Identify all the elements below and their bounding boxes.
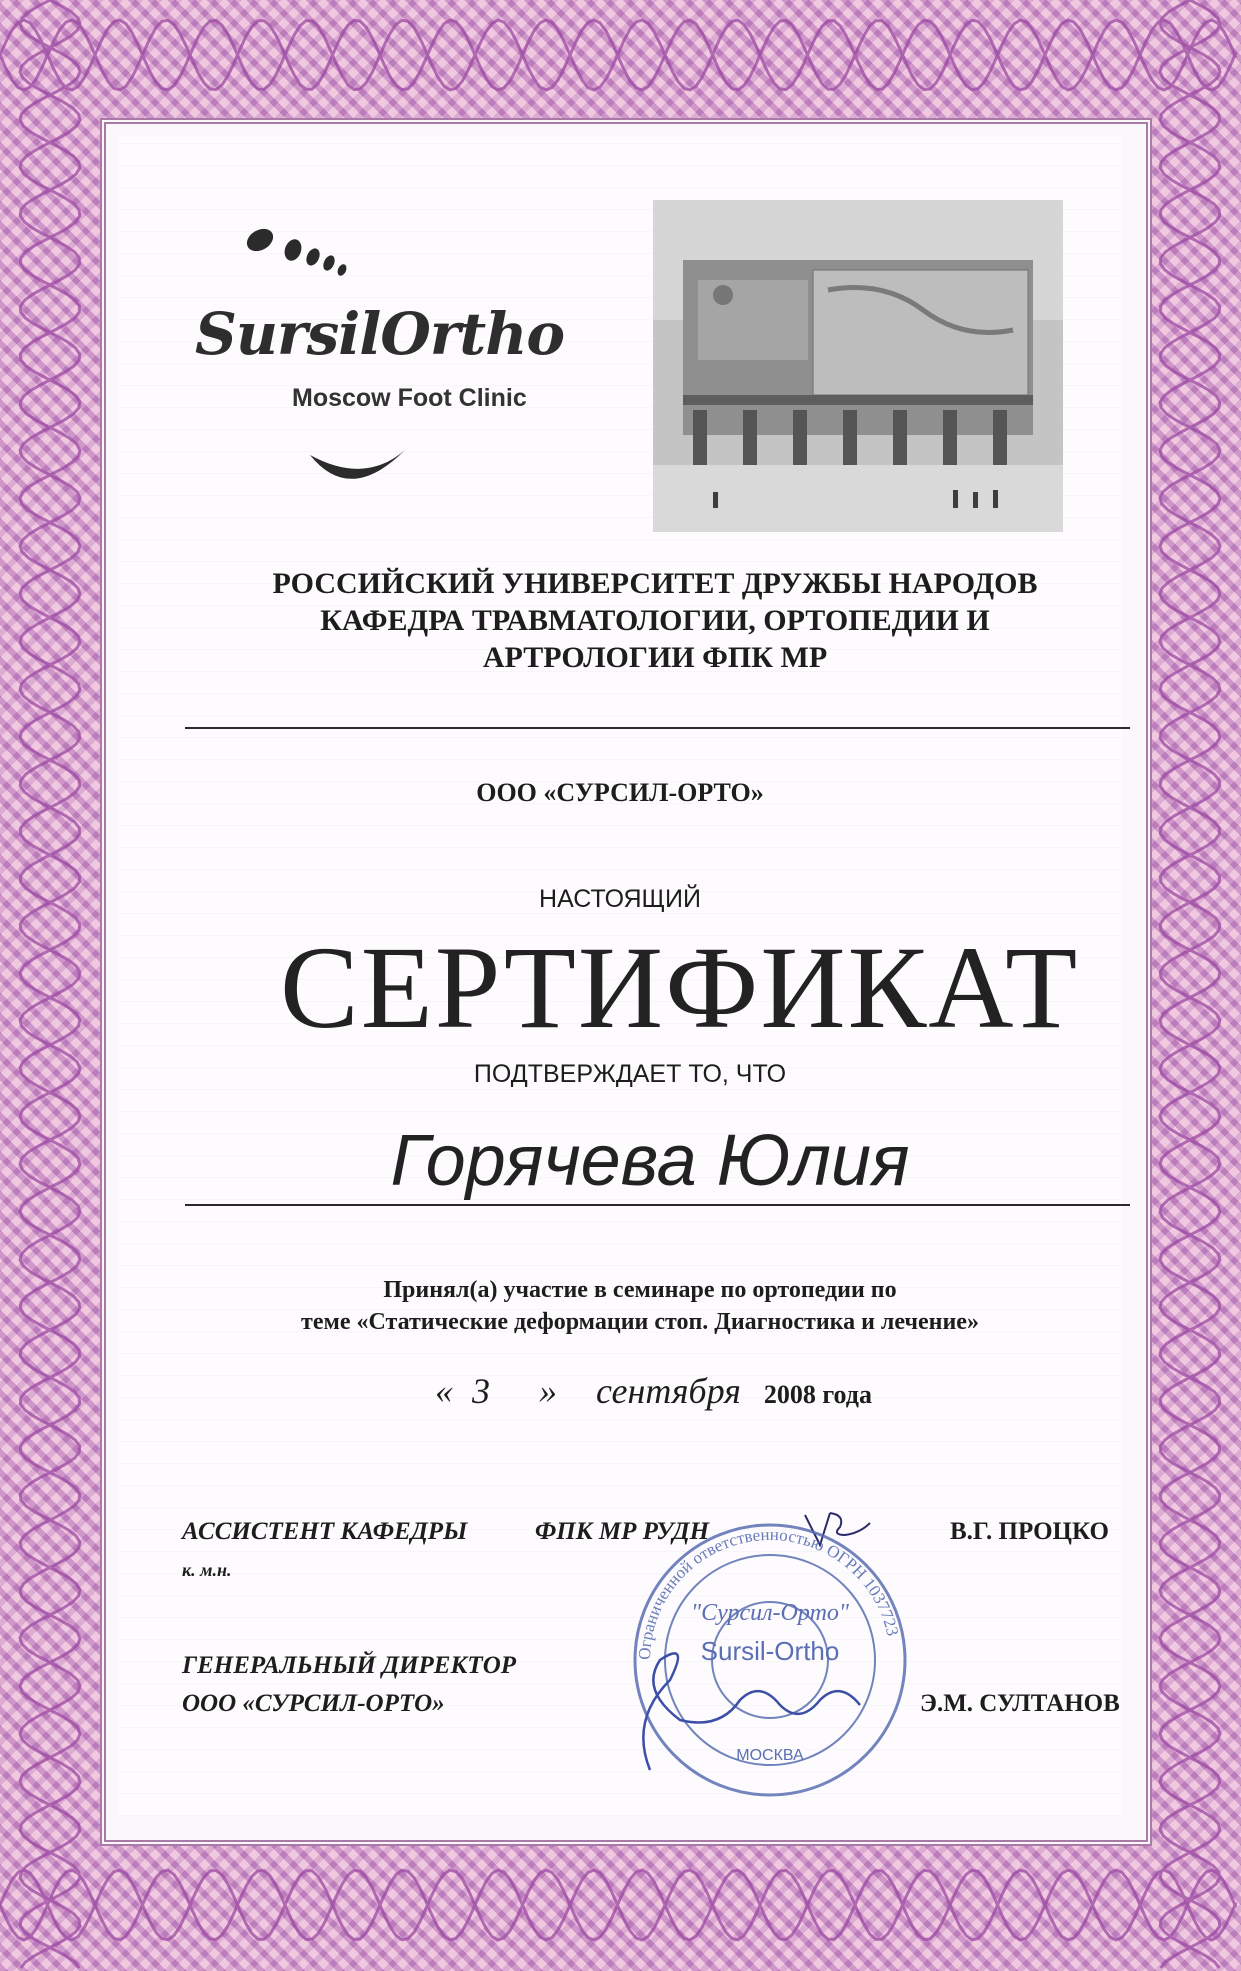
certificate-title: СЕРТИФИКАТ bbox=[280, 922, 1080, 1053]
stamp-center-text-1: "Сурсил-Орто" bbox=[691, 1600, 849, 1626]
description-line-1: Принял(а) участие в семинаре по ортопедии по bbox=[383, 1277, 897, 1303]
director-title: ГЕНЕРАЛЬНЫЙ ДИРЕКТОР bbox=[182, 1652, 517, 1679]
director-organization: ООО «СУРСИЛ-ОРТО» bbox=[182, 1690, 445, 1717]
stamp-ring-text: Ограниченной ответственностью ОГРН 1037723 bbox=[634, 1524, 903, 1661]
assistant-name: В.Г. ПРОЦКО bbox=[950, 1518, 1109, 1545]
university-building-photo bbox=[653, 200, 1063, 532]
header-line-3: АРТРОЛОГИИ ФПК МР bbox=[482, 641, 828, 674]
organization-name: ООО «СУРСИЛ-ОРТО» bbox=[476, 778, 764, 807]
header-line-2: КАФЕДРА ТРАВМАТОЛОГИИ, ОРТОПЕДИИ И bbox=[320, 604, 990, 637]
assistant-title: АССИСТЕНТ КАФЕДРЫ bbox=[182, 1518, 468, 1545]
logo-brand-text: SursilOrtho bbox=[195, 300, 565, 368]
recipient-name: Горячева Юлия bbox=[390, 1121, 910, 1201]
date-close-quote: » bbox=[539, 1371, 557, 1411]
date-open-quote: « bbox=[435, 1371, 453, 1411]
date-year: 2008 года bbox=[763, 1380, 872, 1409]
logo-subtitle: Moscow Foot Clinic bbox=[292, 384, 527, 412]
date-day: 3 bbox=[472, 1371, 490, 1411]
stamp-bottom-text: МОСКВА bbox=[736, 1747, 804, 1764]
header-line-1: РОССИЙСКИЙ УНИВЕРСИТЕТ ДРУЖБЫ НАРОДОВ bbox=[272, 567, 1038, 600]
seminar-description bbox=[220, 1274, 1060, 1338]
description-line-2: теме «Статические деформации стоп. Диагностика и лечение» bbox=[301, 1309, 979, 1335]
official-stamp-icon bbox=[620, 1500, 920, 1820]
assistant-degree: к. м.н. bbox=[182, 1560, 232, 1580]
director-name: Э.М. СУЛТАНОВ bbox=[920, 1690, 1120, 1717]
university-header bbox=[200, 565, 1110, 676]
stamp-center-text-2: Sursil-Ortho bbox=[700, 1636, 840, 1666]
present-label: НАСТОЯЩИЙ bbox=[539, 885, 701, 913]
assistant-department: ФПК МР РУДН bbox=[535, 1518, 710, 1545]
certificate-date bbox=[435, 1370, 872, 1412]
header-divider bbox=[185, 727, 1130, 729]
confirms-label: ПОДТВЕРЖДАЕТ ТО, ЧТО bbox=[473, 1060, 787, 1088]
date-month: сентября bbox=[596, 1371, 741, 1411]
name-underline bbox=[185, 1204, 1130, 1206]
